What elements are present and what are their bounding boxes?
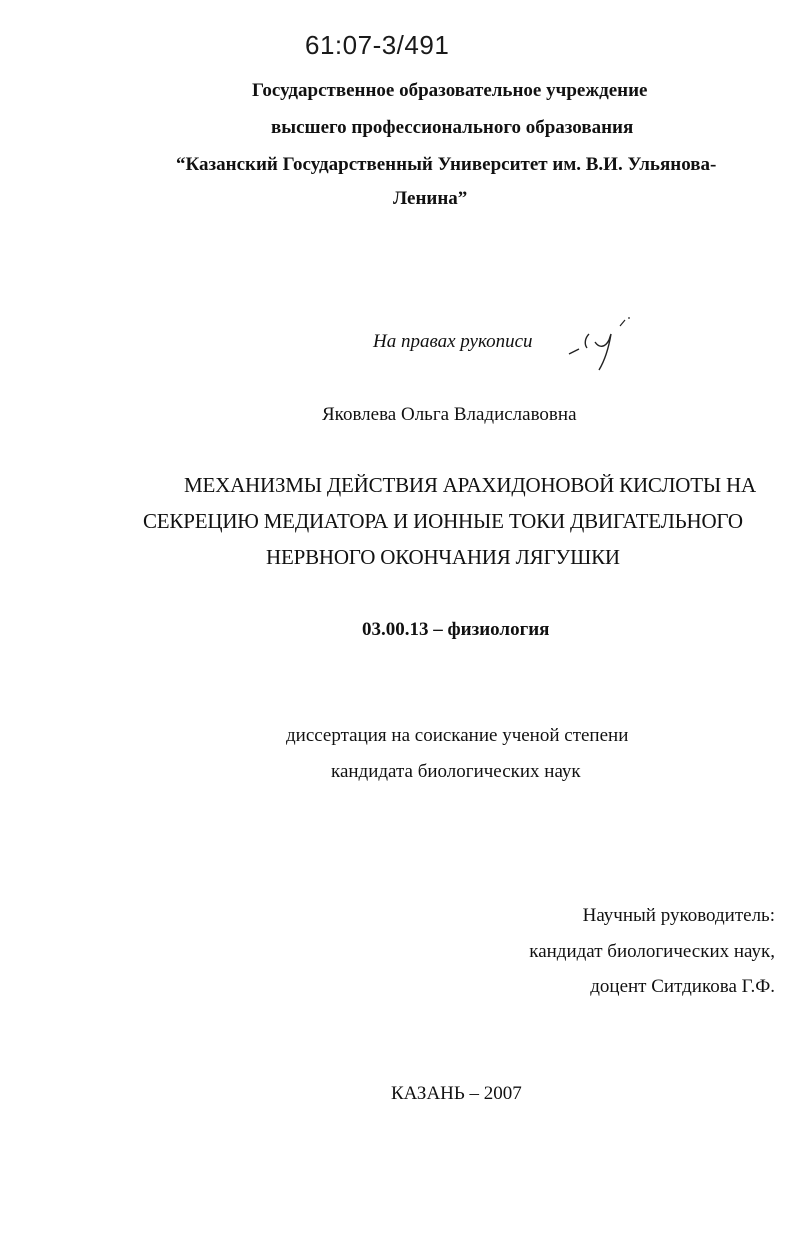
institution-line-1: Государственное образовательное учреждение xyxy=(252,80,648,101)
title-line-2: СЕКРЕЦИЮ МЕДИАТОРА И ИОННЫЕ ТОКИ ДВИГАТЕЛЬНОГО xyxy=(143,509,743,533)
institution-line-3: “Казанский Государственный Университет им. В.И. Ульянова- xyxy=(176,154,717,175)
institution-line-4: Ленина” xyxy=(393,188,468,209)
degree-line-2: кандидата биологических наук xyxy=(331,761,581,782)
degree-line-1: диссертация на соискание ученой степени xyxy=(286,725,629,746)
place-year: КАЗАНЬ – 2007 xyxy=(391,1083,522,1104)
author-name: Яковлева Ольга Владиславовна xyxy=(322,404,577,425)
title-line-1: МЕХАНИЗМЫ ДЕЙСТВИЯ АРАХИДОНОВОЙ КИСЛОТЫ НА xyxy=(184,473,756,497)
signature xyxy=(565,312,645,382)
supervisor-degree: кандидат биологических наук, xyxy=(529,941,775,962)
manuscript-rights: На правах рукописи xyxy=(373,331,533,352)
title-line-3: НЕРВНОГО ОКОНЧАНИЯ ЛЯГУШКИ xyxy=(266,545,620,569)
catalog-number: 61:07-3/491 xyxy=(305,30,450,60)
supervisor-name: доцент Ситдикова Г.Ф. xyxy=(590,976,775,997)
institution-line-2: высшего профессионального образования xyxy=(271,117,634,138)
specialty: 03.00.13 – физиология xyxy=(362,619,550,640)
supervisor-label: Научный руководитель: xyxy=(582,905,775,926)
